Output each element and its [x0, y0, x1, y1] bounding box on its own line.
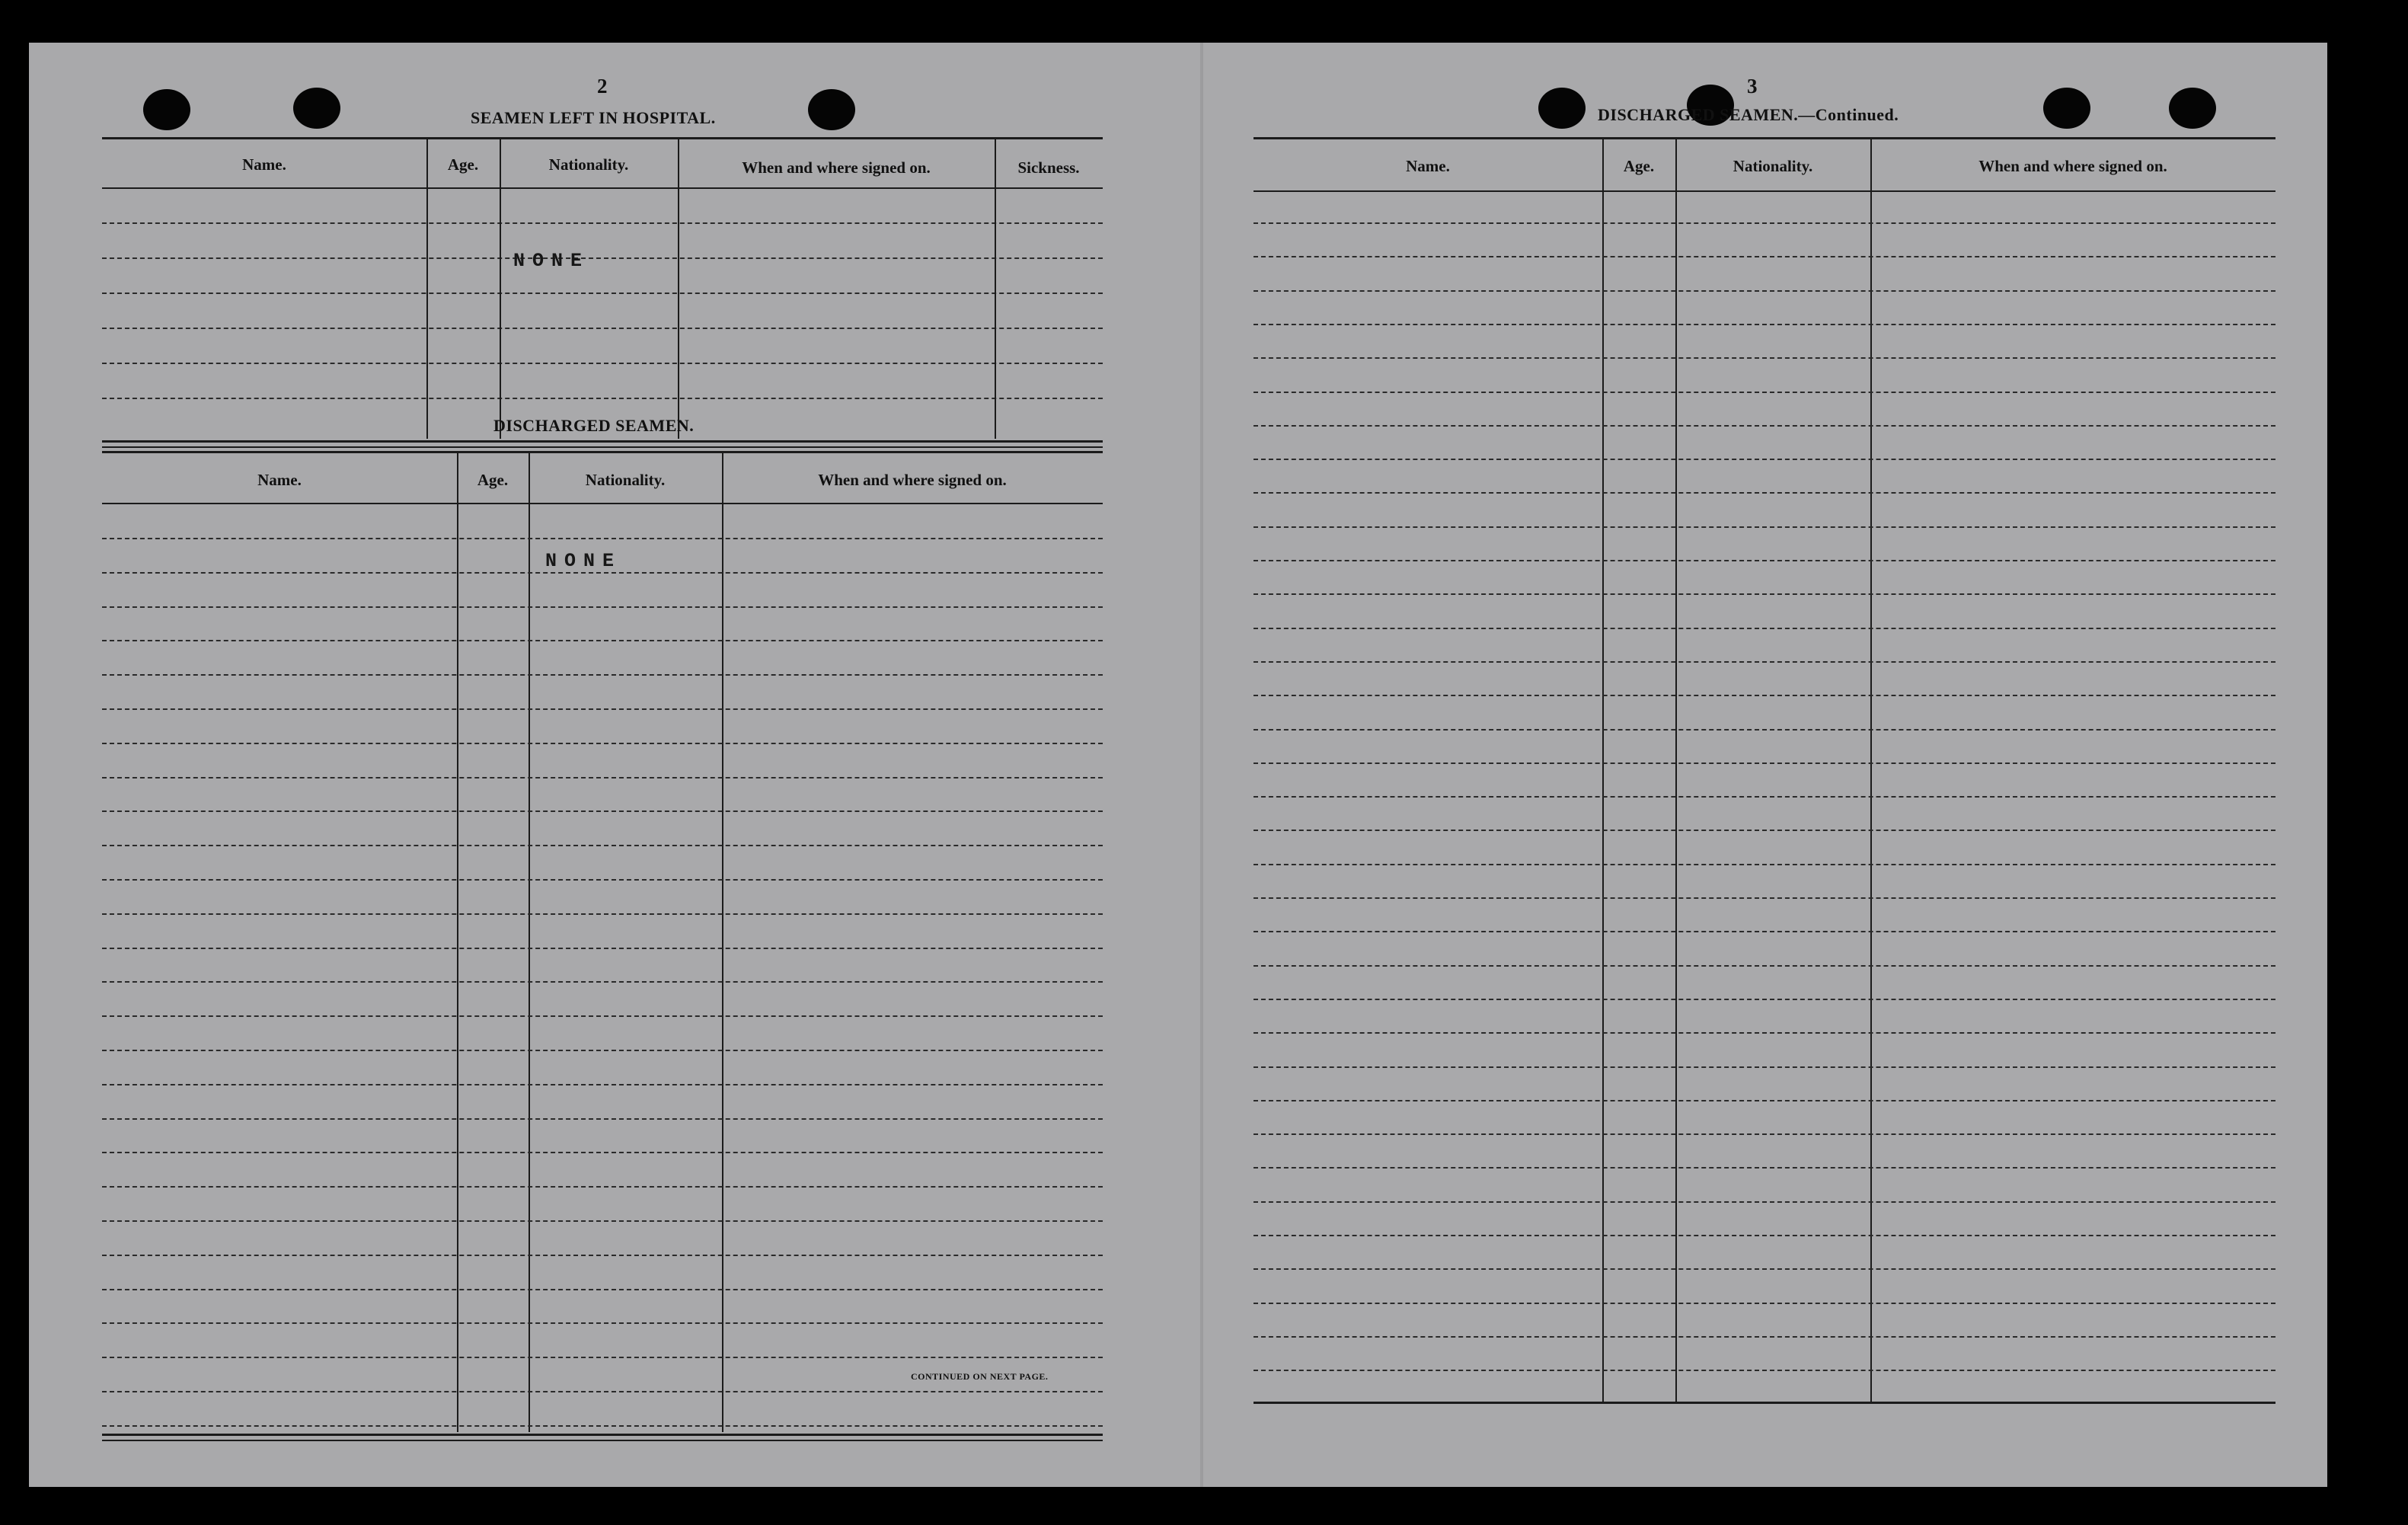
punch-hole	[2169, 88, 2216, 129]
col-name: Name.	[1406, 157, 1450, 175]
ruled-line	[1254, 999, 2275, 1000]
ruled-line	[102, 606, 1103, 608]
ruled-line	[1254, 392, 2275, 393]
punch-hole	[2043, 88, 2090, 129]
ruled-line	[1254, 628, 2275, 629]
ruled-line	[102, 810, 1103, 812]
ruled-line	[102, 640, 1103, 641]
ruled-line	[102, 743, 1103, 744]
col-age: Age.	[1623, 157, 1655, 175]
col-name: Name.	[242, 155, 286, 174]
ruled-line	[1254, 222, 2275, 224]
ruled-line	[102, 1084, 1103, 1085]
ruled-line	[102, 1357, 1103, 1358]
discharged-table-left	[102, 451, 1103, 1441]
ruled-line	[1254, 1032, 2275, 1034]
punch-hole	[293, 88, 340, 129]
left-page-number: 2	[597, 75, 608, 98]
col-signed-on: When and where signed on.	[818, 471, 1007, 489]
ruled-line	[1254, 1303, 2275, 1304]
ruled-line	[1254, 729, 2275, 731]
ruled-line	[1254, 661, 2275, 663]
ruled-line	[1254, 256, 2275, 257]
ruled-line	[1254, 695, 2275, 696]
col-age: Age.	[447, 155, 479, 174]
ruled-line	[102, 1322, 1103, 1324]
punch-hole	[808, 89, 855, 130]
ruled-line	[102, 1255, 1103, 1256]
punch-hole	[143, 89, 190, 130]
col-name: Name.	[257, 471, 302, 489]
ruled-line	[102, 538, 1103, 539]
ruled-line	[102, 1391, 1103, 1392]
ruled-line	[1254, 459, 2275, 460]
ruled-line	[102, 1289, 1103, 1290]
ruled-line	[1254, 762, 2275, 764]
discharged-entry: NONE	[545, 550, 622, 572]
continued-note: CONTINUED ON NEXT PAGE.	[911, 1371, 1049, 1382]
ruled-line	[1254, 324, 2275, 325]
ruled-line	[1254, 931, 2275, 932]
right-page-number: 3	[1747, 75, 1758, 98]
document-sheet	[29, 43, 2327, 1487]
ruled-line	[102, 1186, 1103, 1188]
hospital-section-title: SEAMEN LEFT IN HOSPITAL.	[471, 108, 716, 127]
ruled-line	[1254, 1100, 2275, 1101]
ruled-line	[102, 913, 1103, 915]
ruled-line	[1254, 965, 2275, 967]
ruled-line	[1254, 560, 2275, 561]
right-section-title: DISCHARGED SEAMEN.—Continued.	[1598, 105, 1899, 124]
punch-hole	[1538, 88, 1586, 129]
col-nationality: Nationality.	[1733, 157, 1813, 175]
ruled-line	[1254, 492, 2275, 494]
ruled-line	[102, 948, 1103, 949]
col-signed-on: When and where signed on.	[742, 158, 931, 177]
col-nationality: Nationality.	[585, 471, 666, 489]
hospital-entry: NONE	[513, 250, 590, 272]
ruled-line	[1254, 1201, 2275, 1203]
ruled-line	[102, 981, 1103, 983]
col-nationality: Nationality.	[548, 155, 629, 174]
ruled-line	[1254, 1235, 2275, 1236]
ruled-line	[102, 1015, 1103, 1017]
ruled-line	[1254, 290, 2275, 292]
col-age: Age.	[477, 471, 509, 489]
ruled-line	[1254, 526, 2275, 528]
ruled-line	[102, 708, 1103, 710]
ruled-line	[1254, 357, 2275, 359]
discharged-section-title: DISCHARGED SEAMEN.	[493, 416, 695, 435]
hospital-table	[102, 137, 1103, 448]
ruled-line	[1254, 1167, 2275, 1169]
discharged-table-right	[1254, 137, 2275, 1408]
ruled-line	[102, 1050, 1103, 1051]
col-signed-on: When and where signed on.	[1978, 157, 2167, 175]
ruled-line	[102, 879, 1103, 881]
ruled-line	[102, 1220, 1103, 1222]
ruled-line	[1254, 864, 2275, 865]
ruled-line	[102, 1425, 1103, 1427]
ruled-line	[102, 572, 1103, 574]
col-sickness: Sickness.	[1017, 158, 1080, 177]
ruled-line	[1254, 796, 2275, 798]
ruled-line	[1254, 1370, 2275, 1371]
ruled-line	[102, 1152, 1103, 1153]
ruled-line	[1254, 830, 2275, 831]
ruled-line	[1254, 1133, 2275, 1135]
ruled-line	[102, 674, 1103, 676]
ruled-line	[102, 777, 1103, 778]
ruled-line	[1254, 1268, 2275, 1270]
page-fold	[1200, 43, 1203, 1487]
ruled-line	[1254, 1336, 2275, 1338]
ruled-line	[1254, 1066, 2275, 1068]
ruled-line	[1254, 593, 2275, 595]
ruled-line	[102, 1118, 1103, 1120]
ruled-line	[1254, 425, 2275, 427]
ruled-line	[102, 845, 1103, 846]
ruled-line	[1254, 897, 2275, 899]
